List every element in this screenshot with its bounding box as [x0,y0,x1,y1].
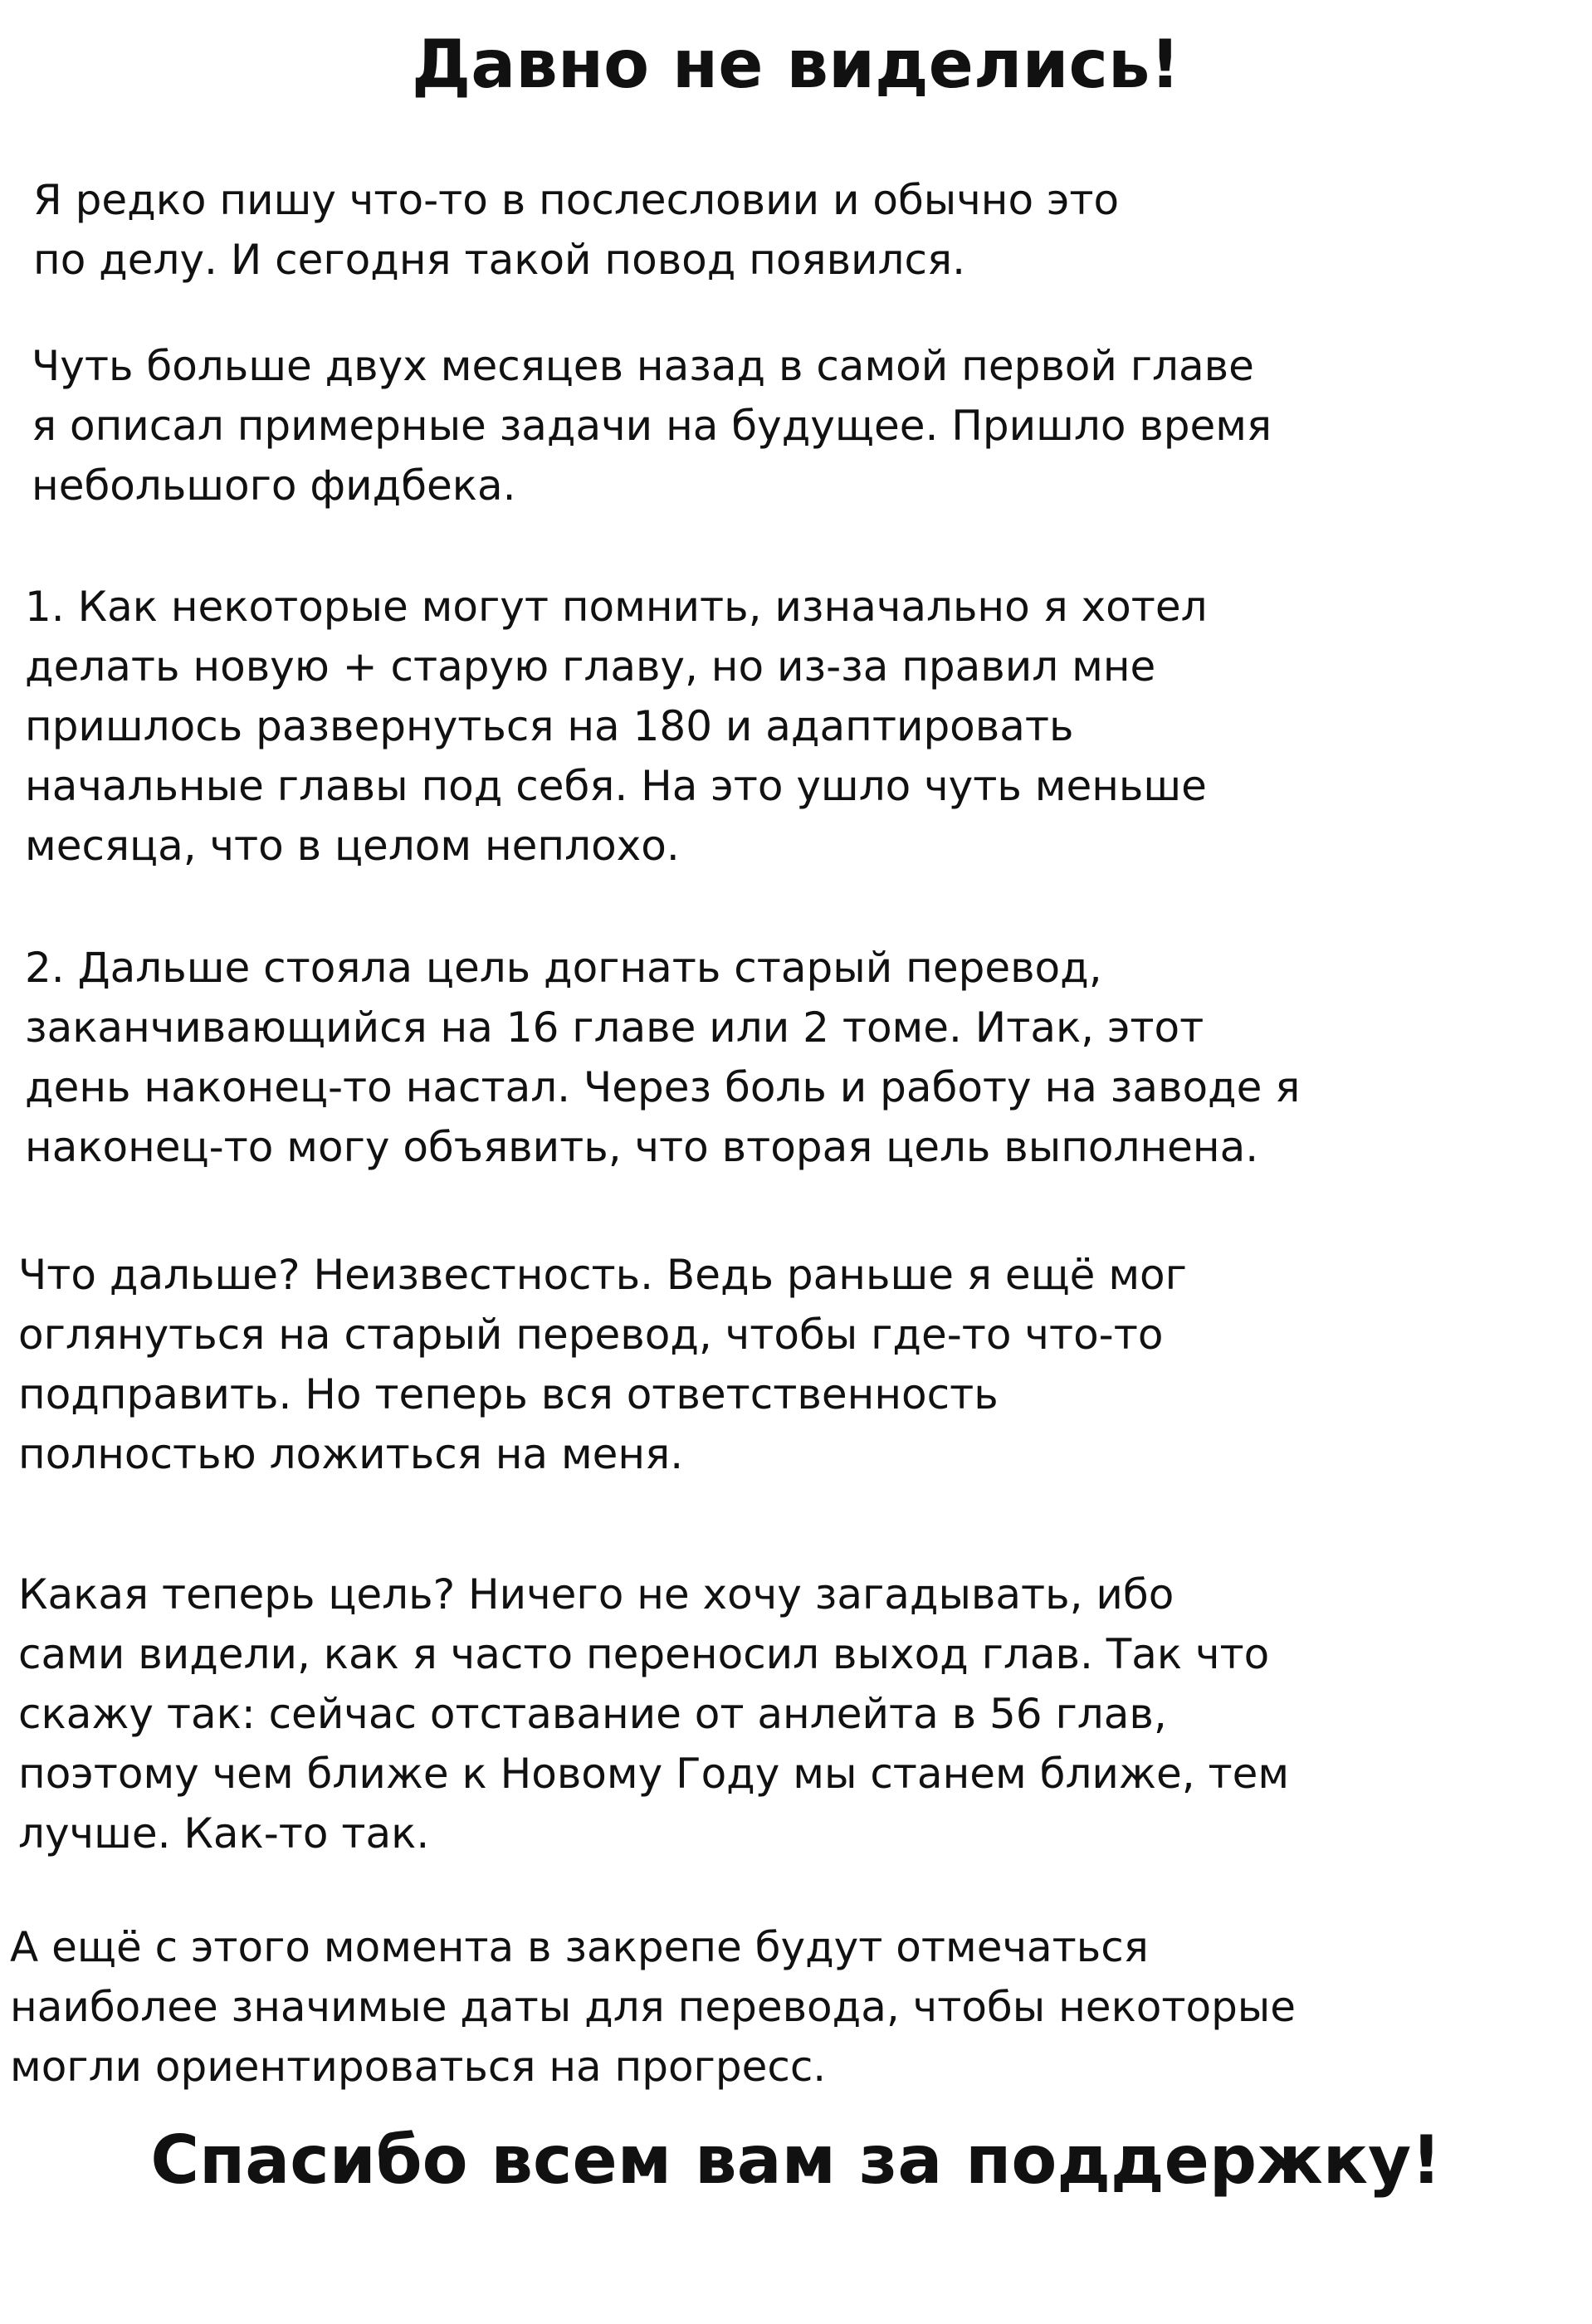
paragraph-line: скажу так: сейчас отставание от анлейта в 56 глав, [18,1690,1167,1738]
paragraph-line: оглянуться на старый перевод, чтобы где-то что-то [18,1311,1164,1359]
paragraph-pinned-dates [10,1917,1296,2097]
paragraph-line: заканчивающийся на 16 главе или 2 томе. Итак, этот [25,1003,1204,1052]
paragraph-line: наиболее значимые даты для перевода, чтобы некоторые [10,1983,1297,2031]
paragraph-line: пришлось развернуться на 180 и адаптировать [25,702,1074,750]
paragraph-whats-next [18,1245,1187,1484]
paragraph-line: 1. Как некоторые могут помнить, изначально я хотел [25,583,1208,631]
paragraph-line: лучше. Как-то так. [18,1809,430,1858]
paragraph-line: Какая теперь цель? Ничего не хочу загадывать, ибо [18,1570,1174,1618]
paragraph-line: месяца, что в целом неплохо. [25,822,680,870]
paragraph-line: небольшого фидбека. [32,461,516,510]
paragraph-line: делать новую + старую главу, но из-за правил мне [25,642,1156,691]
paragraph-line: наконец-то могу объявить, что вторая цель выполнена. [25,1123,1259,1171]
paragraph-line: Что дальше? Неизвестность. Ведь раньше я ещё мог [18,1251,1187,1299]
paragraph-line: 2. Дальше стояла цель догнать старый перевод, [25,944,1102,992]
paragraph-line: полностью ложиться на меня. [18,1430,684,1478]
paragraph-line: А ещё с этого момента в закрепе будут отмечаться [10,1923,1149,1971]
page-title: Давно не виделись! [411,26,1180,103]
paragraph-line: поэтому чем ближе к Новому Году мы станем ближе, тем [18,1750,1290,1798]
paragraph-line: могли ориентироваться на прогресс. [10,2043,827,2091]
paragraph-line: Я редко пишу что-то в послесловии и обычно это [33,176,1120,224]
paragraph-line: Чуть больше двух месяцев назад в самой первой главе [32,342,1254,390]
paragraph-line: по делу. И сегодня такой повод появился. [33,236,965,284]
paragraph-line: начальные главы под себя. На это ушло чуть меньше [25,762,1207,810]
paragraph-goal [18,1565,1289,1863]
paragraph-point-1 [25,577,1208,876]
paragraph-feedback [32,336,1272,515]
paragraph-line: подправить. Но теперь вся ответственность [18,1370,999,1418]
paragraph-line: день наконец-то настал. Через боль и работу на заводе я [25,1063,1301,1111]
closing-thanks: Спасибо всем вам за поддержку! [150,2121,1442,2199]
paragraph-line: сами видели, как я часто переносил выход глав. Так что [18,1630,1270,1678]
paragraph-line: я описал примерные задачи на будущее. Пришло время [32,402,1272,450]
paragraph-point-2 [25,938,1300,1177]
paragraph-intro [33,170,1119,290]
